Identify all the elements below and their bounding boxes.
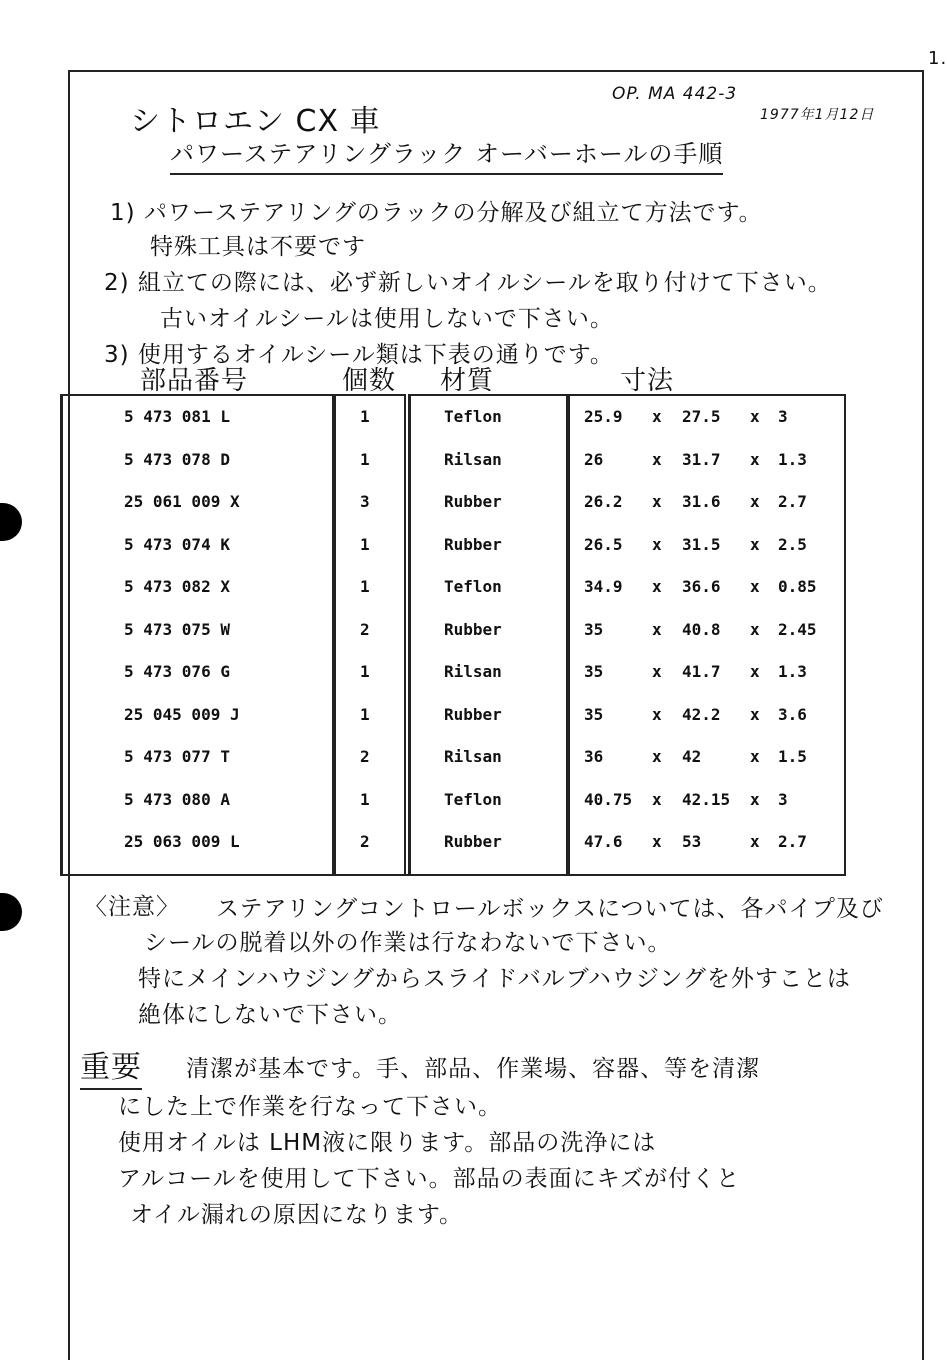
material-cell: Rubber (444, 492, 502, 511)
caution-line: ステアリングコントロールボックスについては、各パイプ及び (216, 896, 884, 922)
quantity-cell: 1 (360, 662, 370, 681)
quantity-cell: 2 (360, 747, 370, 766)
important-line: にした上で作業を行なって下さい。 (118, 1094, 502, 1120)
quantity-cell: 3 (360, 492, 370, 511)
times-sign: x (652, 789, 662, 809)
times-sign: x (750, 407, 760, 426)
times-sign: x (652, 577, 662, 596)
quantity-cell: 1 (360, 407, 370, 426)
outer-diameter-cell: 31.6 (682, 492, 721, 511)
thickness-cell: 2.7 (778, 492, 807, 511)
outer-diameter-cell: 40.8 (682, 619, 721, 639)
important-line: オイル漏れの原因になります。 (130, 1202, 464, 1228)
table-row (60, 821, 846, 863)
caution-line: シールの脱着以外の作業は行なわないで下さい。 (144, 930, 672, 956)
document-subtitle: パワーステアリングラック オーバーホールの手順 (170, 134, 723, 175)
inner-diameter-cell: 26 (584, 449, 604, 469)
header-quantity: 個数 (342, 366, 397, 396)
times-sign: x (652, 704, 662, 724)
table-row (60, 779, 846, 821)
material-cell: Teflon (444, 577, 502, 596)
part-number-cell: 5 473 081 L (124, 407, 230, 426)
inner-diameter-cell: 47.6 (584, 832, 623, 851)
thickness-cell: 1.3 (778, 662, 807, 681)
inner-diameter-cell: 25.9 (584, 407, 623, 426)
part-number-cell: 5 473 082 X (124, 577, 230, 596)
important-line: 使用オイルは LHM液に限ります。部品の洗浄には (118, 1130, 657, 1156)
times-sign: x (652, 619, 662, 639)
times-sign: x (750, 704, 760, 724)
material-cell: Rilsan (444, 747, 502, 766)
header-dimensions: 寸法 (620, 366, 675, 396)
times-sign: x (750, 492, 760, 511)
material-cell: Teflon (444, 407, 502, 426)
times-sign: x (652, 662, 662, 681)
quantity-cell: 1 (360, 577, 370, 596)
document-reference: OP. MA 442-3 (612, 84, 738, 104)
part-number-cell: 5 473 077 T (124, 747, 230, 766)
important-line: 清潔が基本です。手、部品、作業場、容器、等を清潔 (186, 1056, 761, 1082)
outer-diameter-cell: 53 (682, 832, 702, 851)
times-sign: x (750, 619, 760, 639)
inner-diameter-cell: 40.75 (584, 789, 633, 809)
part-number-cell: 5 473 080 A (124, 789, 230, 809)
outer-diameter-cell: 42.2 (682, 704, 721, 724)
table-row (60, 396, 846, 438)
thickness-cell: 3 (778, 407, 788, 426)
material-cell: Rilsan (444, 662, 502, 681)
times-sign: x (652, 747, 662, 766)
document-title: シトロエン CX 車 (130, 104, 381, 139)
inner-diameter-cell: 35 (584, 619, 604, 639)
table-bottom-border (60, 874, 846, 876)
material-cell: Rubber (444, 534, 502, 554)
part-number-cell: 5 473 078 D (124, 449, 230, 469)
quantity-cell: 1 (360, 704, 370, 724)
material-cell: Rubber (444, 704, 502, 724)
caution-line: 特にメインハウジングからスライドバルブハウジングを外すことは (138, 966, 851, 992)
instruction-line: 1) パワーステアリングのラックの分解及び組立て方法です。 (110, 200, 763, 226)
inner-diameter-cell: 35 (584, 662, 604, 681)
caution-label: 〈注意〉 (84, 894, 180, 920)
part-number-cell: 25 045 009 J (124, 704, 240, 724)
material-cell: Rubber (444, 832, 502, 851)
punch-hole-bottom (0, 893, 22, 931)
header-part-number: 部品番号 (140, 366, 249, 396)
thickness-cell: 3 (778, 789, 788, 809)
quantity-cell: 1 (360, 534, 370, 554)
times-sign: x (750, 577, 760, 596)
part-number-cell: 5 473 076 G (124, 662, 230, 681)
outer-diameter-cell: 42 (682, 747, 702, 766)
outer-diameter-cell: 27.5 (682, 407, 721, 426)
table-row (60, 481, 846, 523)
outer-diameter-cell: 31.5 (682, 534, 721, 554)
inner-diameter-cell: 35 (584, 704, 604, 724)
table-row (60, 694, 846, 736)
page-number: 1. (928, 48, 947, 69)
table-row (60, 736, 846, 778)
times-sign: x (750, 534, 760, 554)
inner-diameter-cell: 36 (584, 747, 604, 766)
instruction-line: 古いオイルシールは使用しないで下さい。 (160, 306, 614, 332)
caution-line: 絶体にしないで下さい。 (138, 1002, 402, 1028)
table-row (60, 651, 846, 693)
header-material: 材質 (440, 366, 495, 396)
instruction-line: 特殊工具は不要です (150, 234, 366, 260)
thickness-cell: 2.7 (778, 832, 807, 851)
quantity-cell: 1 (360, 789, 370, 809)
instruction-line: 3) 使用するオイルシール類は下表の通りです。 (104, 342, 614, 368)
outer-diameter-cell: 31.7 (682, 449, 721, 469)
times-sign: x (652, 492, 662, 511)
quantity-cell: 2 (360, 832, 370, 851)
times-sign: x (652, 449, 662, 469)
thickness-cell: 2.45 (778, 619, 817, 639)
material-cell: Rilsan (444, 449, 502, 469)
seal-table (60, 394, 846, 876)
table-row (60, 439, 846, 481)
times-sign: x (652, 407, 662, 426)
instruction-line: 2) 組立ての際には、必ず新しいオイルシールを取り付けて下さい。 (104, 270, 832, 296)
thickness-cell: 1.5 (778, 747, 807, 766)
thickness-cell: 2.5 (778, 534, 807, 554)
material-cell: Rubber (444, 619, 502, 639)
inner-diameter-cell: 26.5 (584, 534, 623, 554)
times-sign: x (750, 662, 760, 681)
thickness-cell: 0.85 (778, 577, 817, 596)
table-row (60, 566, 846, 608)
inner-diameter-cell: 34.9 (584, 577, 623, 596)
inner-diameter-cell: 26.2 (584, 492, 623, 511)
quantity-cell: 1 (360, 449, 370, 469)
outer-diameter-cell: 42.15 (682, 789, 731, 809)
table-row (60, 524, 846, 566)
document-date: 1977年1月12日 (760, 107, 875, 123)
part-number-cell: 25 063 009 L (124, 832, 240, 851)
times-sign: x (652, 832, 662, 851)
punch-hole-top (0, 503, 22, 541)
times-sign: x (652, 534, 662, 554)
important-label: 重要 (80, 1042, 142, 1090)
times-sign: x (750, 789, 760, 809)
part-number-cell: 5 473 074 K (124, 534, 230, 554)
part-number-cell: 25 061 009 X (124, 492, 240, 511)
times-sign: x (750, 449, 760, 469)
table-row (60, 609, 846, 651)
important-line: アルコールを使用して下さい。部品の表面にキズが付くと (118, 1166, 741, 1192)
thickness-cell: 1.3 (778, 449, 807, 469)
times-sign: x (750, 747, 760, 766)
thickness-cell: 3.6 (778, 704, 807, 724)
times-sign: x (750, 832, 760, 851)
outer-diameter-cell: 41.7 (682, 662, 721, 681)
material-cell: Teflon (444, 789, 502, 809)
part-number-cell: 5 473 075 W (124, 619, 230, 639)
outer-diameter-cell: 36.6 (682, 577, 721, 596)
quantity-cell: 2 (360, 619, 370, 639)
